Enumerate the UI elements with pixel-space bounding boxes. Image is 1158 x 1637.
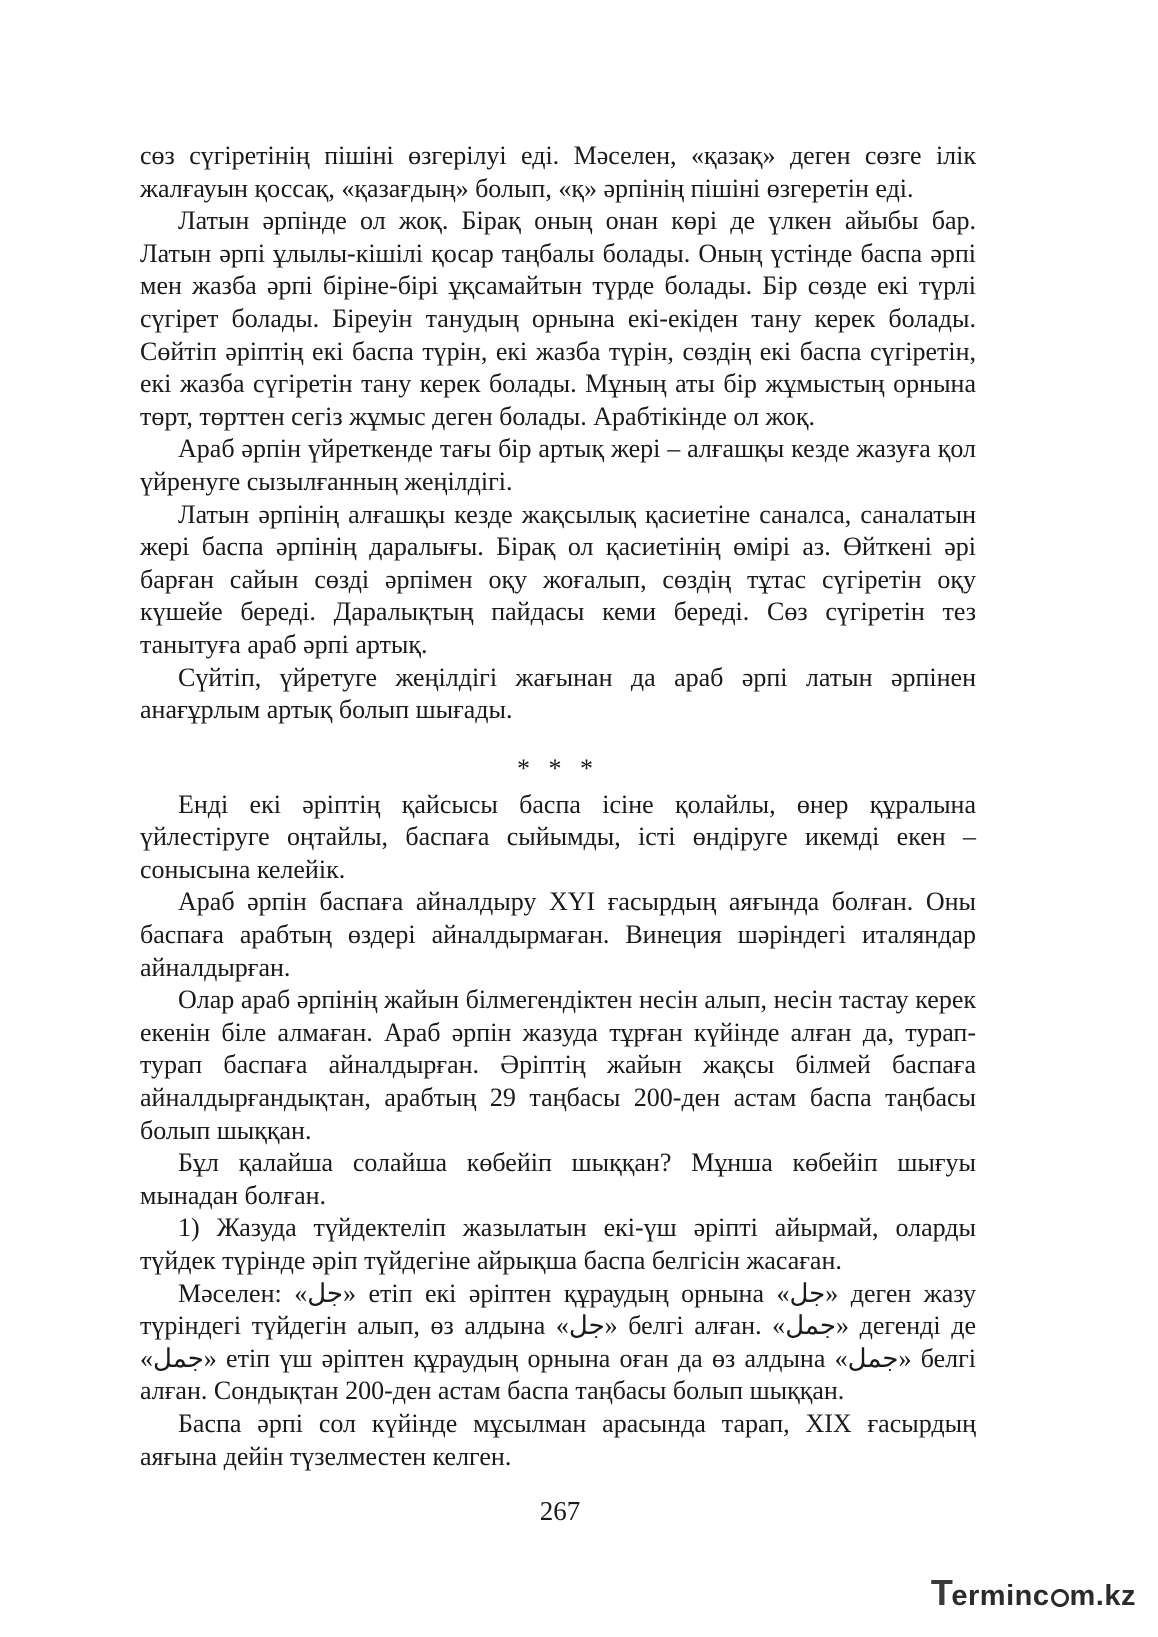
paragraph-2: Латын әрпінде ол жоқ. Бірақ оның онан көрі де үлкен айыбы бар. Латын әрпі ұлылы-кішілі қосар таңбалы болады. Оның үстінде баспа әрпі мен жазба әрпі біріне-бірі ұқсамайтын түрде болады. Бір сөзде екі түрлі сүгірет болады. Біреуін танудың орнына екі-екіден тану керек болады. Сөйтіп әріптің екі баспа түрін, екі жазба түрін, сөздің екі баспа сүгіретін, екі жазба сүгіретін тану керек болады. Мұның аты бір жұмыстың орнына төрт, төрттен сегіз жұмыс деген болады. Арабтікінде ол жоқ.	[140, 206, 976, 431]
paragraph-8: Олар араб әрпінің жайын білмегендіктен несін алып, несін тастау керек екенін біле алмаған. Араб әрпін жазуда тұрған күйінде алған да, турап-турап баспаға айналдырған. Әріптің жайын жақсы білмей баспаға айналдырғандықтан, арабтың 29 таңбасы 200-ден астам баспа таңбасы болып шыққан.	[140, 985, 976, 1145]
paragraph-7: Араб әрпін баспаға айналдыру XYI ғасырдың аяғында болған. Оны баспаға арабтың өздері айналдырмаған. Винеция шәріндегі италяндар айналдырған.	[140, 887, 976, 982]
watermark-o-ring-icon	[1051, 1589, 1069, 1607]
paragraph-12: Баспа әрпі сол күйінде мұсылман арасында тарап, XIX ғасырдың аяғына дейін түзелместен келген.	[140, 1408, 976, 1471]
page-number: 267	[539, 1496, 581, 1526]
watermark-text-b: c	[1032, 1580, 1050, 1612]
paragraph-11: Мәселен: «جل» етіп екі әріптен құраудың орнына «جل» деген жазу түріндегі түйдегін алып, өз алдына «جل» белгі алған. «جمل» дегенді де «جمل» етіп үш әріптен құраудың орнына оған да өз алдына «جمل» белгі алған. Сондықтан 200-ден астам баспа таңбасы болып шыққан.	[140, 1278, 976, 1406]
paragraph-5: Сүйтіп, үйретуге жеңілдігі жағынан да араб әрпі латын әрпінен анағұрлым артық болып шығады.	[140, 662, 976, 725]
termincom-watermark-logo	[931, 1572, 1136, 1614]
watermark-t: T	[930, 1572, 954, 1613]
watermark-text-a: ermin	[951, 1580, 1033, 1612]
paragraph-6: Енді екі әріптің қайсысы баспа ісіне қолайлы, өнер құралына үйлестіруге оңтайлы, баспаға сыйымды, істі өндіруге икемді екен – сонысына келейік.	[140, 789, 976, 884]
watermark-text-c: m.kz	[1069, 1580, 1136, 1612]
paragraph-1: сөз сүгіретінің пішіні өзгерілуі еді. Мәселен, «қазақ» деген сөзге ілік жалғауын қоссақ, «қазағдың» болып, «қ» әрпінің пішіні өзгеретін еді.	[140, 141, 976, 203]
paragraph-3: Араб әрпін үйреткенде тағы бір артық жері – алғашқы кезде жазуға қол үйренуге сызылғанның жеңілдігі.	[140, 434, 976, 496]
paragraph-4: Латын әрпінің алғашқы кезде жақсылық қасиетіне саналса, саналатын жері баспа әрпінің даралығы. Бірақ ол қасиетінің өмірі аз. Өйткені әрі барған сайын сөзді әрпімен оқу жоғалып, сөздің тұтас сүгіретін оқу күшейе береді. Даралықтың пайдасы кеми береді. Сөз сүгіретін тез танытуға араб әрпі артық.	[140, 499, 976, 659]
section-separator: * * *	[517, 753, 599, 783]
page-body	[140, 140, 976, 1473]
paragraph-10: 1) Жазуда түйдектеліп жазылатын екі-үш әріпті айырмай, оларды түйдек түрінде әріп түйдегіне айрықша баспа белгісін жасаған.	[140, 1213, 976, 1275]
paragraph-9: Бұл қалайша солайша көбейіп шыққан? Мұнша көбейіп шығуы мынадан болған.	[140, 1148, 976, 1210]
